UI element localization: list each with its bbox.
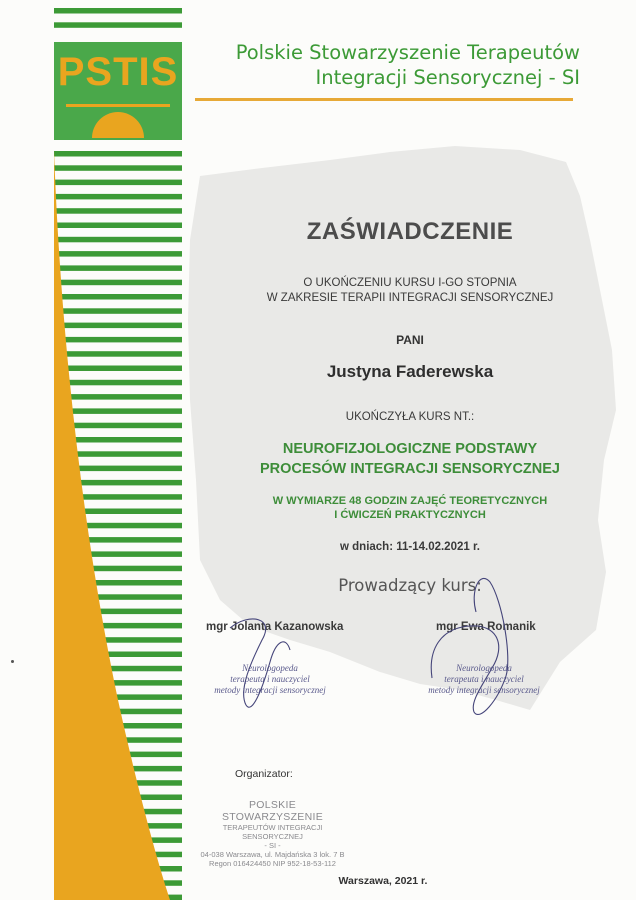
- organizer-stamp-line5: Regon 016424450 NIP 952-18-53-112: [209, 859, 336, 868]
- recipient-name: Justyna Faderewska: [326, 362, 494, 381]
- completed-label: UKOŃCZYŁA KURS NT.:: [345, 411, 475, 423]
- instructor-1-stamp-line1: Neurologopeda: [242, 663, 298, 673]
- instructor-2-name: mgr Ewa Romanik: [436, 621, 536, 633]
- instructor-2-stamp-line1: Neurologopeda: [456, 663, 512, 673]
- instructor-2-stamp-line2: terapeuta i nauczyciel: [444, 674, 524, 684]
- header-divider: [195, 98, 573, 101]
- margin-dot: [11, 660, 14, 663]
- pstis-logo: [54, 42, 182, 140]
- instructor-1-stamp-line2: terapeuta i nauczyciel: [230, 674, 310, 684]
- place-date: Warszawa, 2021 r.: [338, 875, 428, 887]
- course-dates: w dniach: 11-14.02.2021 r.: [340, 541, 480, 553]
- instructor-1-stamp-line3: metody integracji sensorycznej: [214, 685, 326, 695]
- subtitle-line1: O UKOŃCZENIU KURSU I-GO STOPNIA: [303, 277, 517, 289]
- organizer-stamp-line3: - SI -: [264, 841, 281, 850]
- organizer-stamp-line1: POLSKIE STOWARZYSZENIE: [221, 799, 324, 823]
- subtitle-line2: W ZAKRESIE TERAPII INTEGRACJI SENSORYCZNEJ: [266, 292, 554, 304]
- organizer-stamp: [200, 799, 345, 868]
- instructors-label: Prowadzący kurs:: [338, 576, 482, 595]
- organizer-stamp-line2: TERAPEUTÓW INTEGRACJI SENSORYCZNEJ: [222, 823, 323, 841]
- course-title-line1: NEUROFIZJOLOGICZNE PODSTAWY: [282, 441, 538, 457]
- certificate-title: ZAŚWIADCZENIE: [306, 218, 514, 245]
- logo-lettering: PSTIS: [57, 50, 179, 94]
- course-hours-line1: W WYMIARZE 48 GODZIN ZAJĘĆ TEORETYCZNYCH: [272, 495, 548, 507]
- organization-name: [196, 40, 580, 90]
- organizer-stamp-line4: 04-038 Warszawa, ul. Majdańska 3 lok. 7 B: [200, 850, 345, 859]
- salutation: PANI: [396, 333, 424, 347]
- instructor-2-stamp-line3: metody integracji sensorycznej: [428, 685, 540, 695]
- course-title-line2: PROCESÓW INTEGRACJI SENSORYCZNEJ: [260, 461, 560, 477]
- instructor-1-name: mgr Jolanta Kazanowska: [206, 621, 344, 633]
- organization-name-line2: Integracji Sensorycznej - SI: [315, 66, 580, 89]
- organization-name-line1: Polskie Stowarzyszenie Terapeutów: [235, 41, 580, 64]
- organizer-label: Organizator:: [235, 768, 293, 780]
- course-hours-line2: I ĆWICZEŃ PRAKTYCZNYCH: [334, 509, 486, 521]
